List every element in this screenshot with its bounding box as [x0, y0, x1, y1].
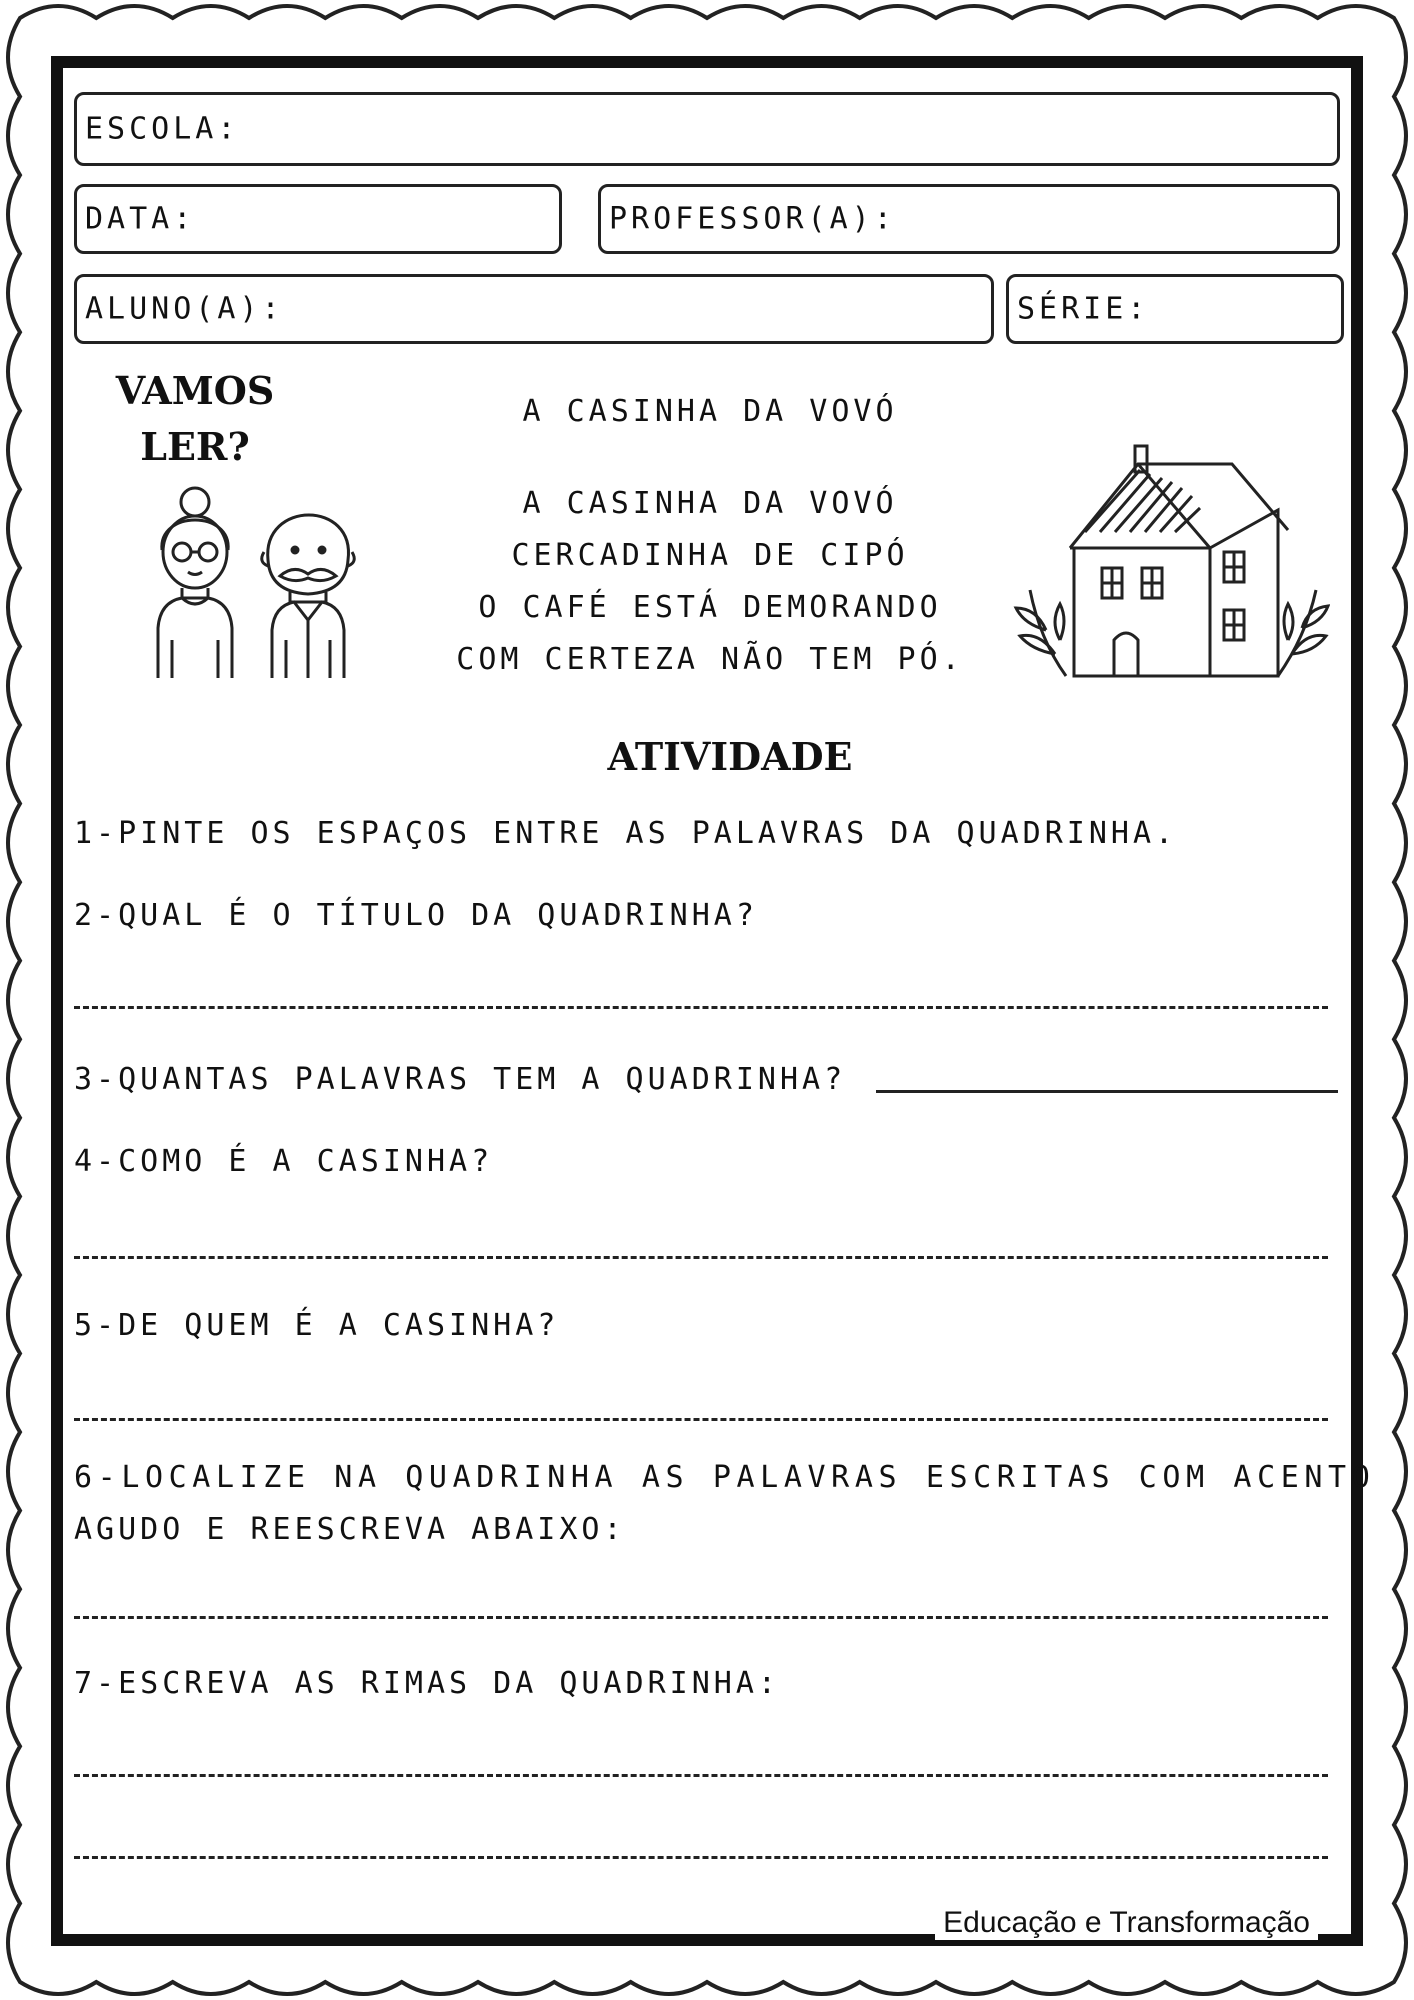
- poem-line: CERCADINHA DE CIPÓ: [511, 538, 909, 573]
- grade-label: SÉRIE:: [1017, 291, 1150, 327]
- reading-heading-line1: VAMOS: [115, 368, 275, 413]
- question-4: 4-COMO É A CASINHA?: [74, 1144, 494, 1179]
- date-label: DATA:: [85, 201, 196, 237]
- grandparents-illustration: [150, 480, 380, 680]
- poem-line: A CASINHA DA VOVÓ: [522, 486, 898, 521]
- question-5: 5-DE QUEM É A CASINHA?: [74, 1308, 560, 1343]
- answer-line[interactable]: [74, 1616, 1328, 1619]
- poem-line: COM CERTEZA NÃO TEM PÓ.: [456, 642, 964, 677]
- activity-title: ATIVIDADE: [607, 734, 853, 779]
- question-2: 2-QUAL É O TÍTULO DA QUADRINHA?: [74, 898, 758, 933]
- student-label: ALUNO(A):: [85, 291, 284, 327]
- question-1: 1-PINTE OS ESPAÇOS ENTRE AS PALAVRAS DA QUADRINHA.: [74, 816, 1178, 851]
- footer-credit: Educação e Transformação: [935, 1906, 1318, 1940]
- question-6-continued: AGUDO E REESCREVA ABAIXO:: [74, 1512, 626, 1547]
- answer-line[interactable]: [74, 1418, 1328, 1421]
- poem-line: O CAFÉ ESTÁ DEMORANDO: [478, 590, 942, 625]
- question-7: 7-ESCREVA AS RIMAS DA QUADRINHA:: [74, 1666, 780, 1701]
- answer-line[interactable]: [74, 1774, 1328, 1777]
- answer-line[interactable]: [876, 1090, 1338, 1093]
- house-illustration: [1010, 440, 1330, 680]
- answer-line[interactable]: [74, 1856, 1328, 1859]
- reading-heading-line2: LER?: [140, 424, 250, 469]
- teacher-field[interactable]: [598, 184, 1340, 254]
- school-field[interactable]: [74, 92, 1340, 166]
- school-label: ESCOLA:: [85, 111, 240, 147]
- teacher-label: PROFESSOR(A):: [609, 201, 896, 237]
- poem-title: A CASINHA DA VOVÓ: [522, 394, 898, 429]
- question-3: 3-QUANTAS PALAVRAS TEM A QUADRINHA?: [74, 1062, 847, 1097]
- question-6: 6-LOCALIZE NA QUADRINHA AS PALAVRAS ESCRITAS COM ACENTO: [74, 1460, 1376, 1495]
- student-field[interactable]: [74, 274, 994, 344]
- date-field[interactable]: [74, 184, 562, 254]
- answer-line[interactable]: [74, 1256, 1328, 1259]
- grade-field[interactable]: [1006, 274, 1344, 344]
- answer-line[interactable]: [74, 1006, 1328, 1009]
